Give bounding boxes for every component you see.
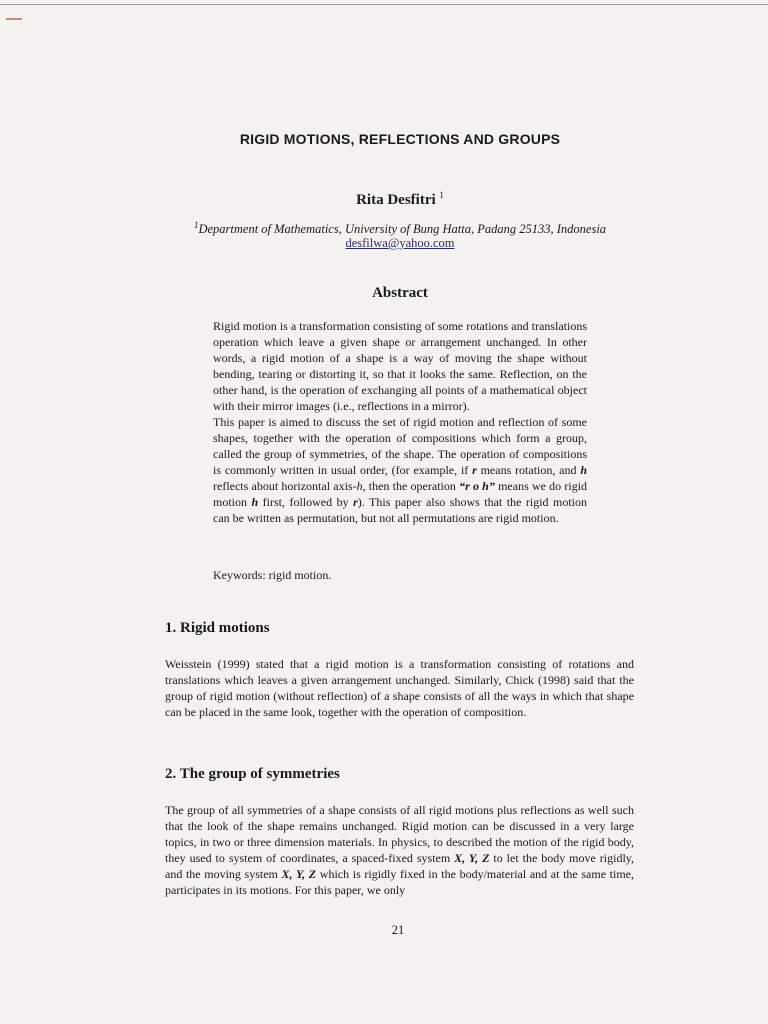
symbol-roh: “r o h” <box>459 479 495 493</box>
keywords: Keywords: rigid motion. <box>213 568 332 582</box>
symbol-r-2: r <box>353 495 358 509</box>
section-2-text: The group of all symmetries of a shape consists of all rigid motions plus reflections as well such that the look of the shape remains unchanged. Rigid motion can be discussed in a very large topics, in two or three dimension materials. In physics, to described the motion of the rigid body, they used to system of coordinates, a spaced-fixed system X, Y, Z to let the body move rigidly, and the moving system X, Y, Z which is rigidly fixed in the body/material and at the same time, participates in its motions. For this paper, we only <box>165 803 635 897</box>
section-2-heading: 2. The group of symmetries <box>165 766 340 782</box>
author-superscript: 1 <box>439 190 444 200</box>
symbol-h-2: h <box>251 495 259 509</box>
abstract-paragraph-1: Rigid motion is a transformation consisting of some rotations and translations operation which leave a given shape or arrangement unchanged. In other words, a rigid motion of a shape is a way of moving the shape without bending, tearing or distorting it, so that it looks the same. Reflection, on the other hand, is the operation of exchanging all points of a mathematical object with their mirror images (i.e., reflections in a mirror). <box>213 319 587 413</box>
section-1-heading: 1. Rigid motions <box>165 620 270 636</box>
page-number: 21 <box>391 923 405 937</box>
symbol-xyz-2: X, Y, Z <box>281 867 317 881</box>
email-link[interactable]: desfilwa@yahoo.com <box>345 236 455 250</box>
scan-edge-line <box>0 4 768 5</box>
scan-mark <box>6 18 22 20</box>
symbol-h: h <box>580 463 588 477</box>
symbol-h-axis: h <box>356 479 363 493</box>
abstract-paragraph-2: This paper is aimed to discuss the set of rigid motion and reflection of some shapes, together with the operation of compositions which form a group, called the group of symmetries, of the shape. The operation of compositions is commonly written in usual order, (for example, if r means rotation, and h reflects about horizontal axis-h, then the operation “r o h” means we do rigid motion h first, followed by r). This paper also shows that the rigid motion can be written as permutation, but not all permutations are rigid motion. <box>213 415 588 525</box>
author-text: Rita Desfitri <box>356 192 436 208</box>
symbol-r: r <box>472 463 477 477</box>
paper-title: RIGID MOTIONS, REFLECTIONS AND GROUPS <box>239 131 561 147</box>
affiliation <box>0 220 768 237</box>
symbol-xyz-1: X, Y, Z <box>454 851 490 865</box>
section-1-text: Weisstein (1999) stated that a rigid motion is a transformation consisting of rotations and translations which leaves a given arrangement unchanged. Similarly, Chick (1998) said that the group of rigid motion (without reflection) of a shape consists of all the ways in which that shape can be placed in the same look, together with the operation of composition. <box>165 657 634 719</box>
affiliation-text: Department of Mathematics, University of Bung Hatta, Padang 25133, Indonesia <box>198 222 607 237</box>
affiliation-superscript: 1 <box>193 220 199 230</box>
abstract-heading: Abstract <box>372 285 428 301</box>
author-email <box>0 236 768 251</box>
author-name <box>0 190 768 209</box>
abstract-body <box>213 318 587 526</box>
